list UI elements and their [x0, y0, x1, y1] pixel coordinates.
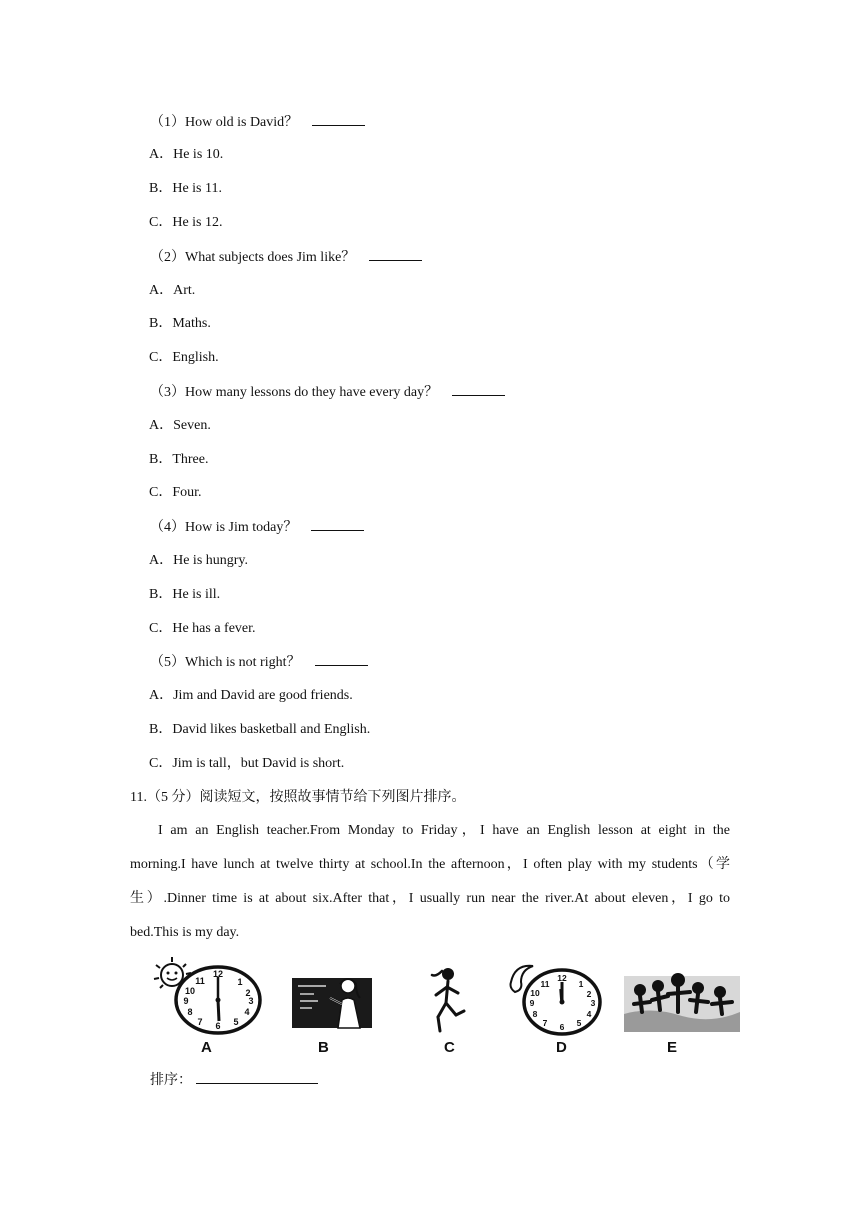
- svg-text:9: 9: [183, 996, 189, 1006]
- option-3a: A．Seven.: [149, 418, 211, 433]
- picture-label-a: A: [201, 1039, 212, 1056]
- option-1b: B．He is 11.: [149, 181, 222, 196]
- question-stem: （4）How is Jim today？: [150, 520, 298, 535]
- option-4b: B．He is ill.: [149, 587, 221, 602]
- option-5c: C．Jim is tall，but David is short.: [149, 756, 345, 771]
- option-5b: B．David likes basketball and English.: [149, 722, 371, 737]
- students-group-icon: [624, 973, 740, 1032]
- answer-blank[interactable]: [315, 653, 368, 666]
- svg-text:10: 10: [184, 986, 196, 996]
- picture-label-c: C: [444, 1039, 455, 1056]
- question-3: [150, 383, 505, 402]
- svg-text:5: 5: [576, 1018, 582, 1028]
- order-answer: [150, 1071, 318, 1090]
- svg-text:6: 6: [559, 1022, 565, 1032]
- svg-text:1: 1: [578, 979, 584, 989]
- svg-text:12: 12: [557, 973, 567, 983]
- section-11-header: 11.（5 分）阅读短文，按照故事情节给下列图片排序。: [130, 790, 466, 805]
- svg-text:2: 2: [586, 989, 592, 999]
- svg-text:3: 3: [590, 998, 596, 1008]
- answer-blank[interactable]: [452, 383, 505, 396]
- runner-icon: [432, 968, 464, 1031]
- svg-text:7: 7: [542, 1018, 548, 1028]
- picture-d-moon-clock: [505, 962, 605, 1038]
- svg-text:12: 12: [212, 969, 224, 979]
- order-label: 排序：: [150, 1073, 192, 1088]
- svg-text:11: 11: [195, 976, 205, 986]
- blackboard-icon: [292, 978, 372, 1028]
- option-4c: C．He has a fever.: [149, 621, 256, 636]
- svg-text:2: 2: [245, 988, 251, 998]
- passage-line-1: I am an English teacher.From Monday to Friday，I have an English lesson at eight in the: [158, 823, 730, 838]
- clock-six-icon: [176, 967, 260, 1033]
- option-3c: C．Four.: [149, 485, 202, 500]
- option-3b: B．Three.: [149, 452, 209, 467]
- picture-a-sun-clock: [148, 955, 264, 1037]
- question-stem: （2）What subjects does Jim like？: [150, 250, 356, 265]
- svg-text:3: 3: [248, 996, 254, 1006]
- picture-c-running: [426, 965, 472, 1037]
- svg-text:10: 10: [530, 988, 540, 998]
- picture-b-teacher-blackboard: [290, 972, 374, 1032]
- answer-blank[interactable]: [311, 518, 364, 531]
- svg-text:1: 1: [237, 977, 243, 987]
- svg-text:11: 11: [540, 979, 550, 989]
- option-5a: A．Jim and David are good friends.: [149, 688, 353, 703]
- option-1a: A．He is 10.: [149, 147, 224, 162]
- svg-text:6: 6: [215, 1021, 221, 1031]
- option-2a: A．Art.: [149, 283, 196, 298]
- question-1: [150, 113, 365, 132]
- question-2: [150, 248, 422, 267]
- svg-text:8: 8: [532, 1009, 538, 1019]
- clock-twelve-icon: [524, 970, 600, 1034]
- question-stem: （1）How old is David？: [150, 115, 299, 130]
- picture-label-d: D: [556, 1039, 567, 1056]
- option-1c: C．He is 12.: [149, 215, 223, 230]
- option-4a: A．He is hungry.: [149, 553, 249, 568]
- answer-blank[interactable]: [312, 113, 365, 126]
- picture-e-playing-students: [622, 966, 742, 1036]
- option-2c: C．English.: [149, 350, 219, 365]
- picture-label-e: E: [667, 1039, 678, 1056]
- passage-line-3: 生）.Dinner time is at about six.After that，I usually run near the river.At about eleven，I go to: [130, 891, 730, 906]
- svg-text:9: 9: [529, 998, 535, 1008]
- svg-text:8: 8: [187, 1007, 193, 1017]
- passage-line-2: morning.I have lunch at twelve thirty at school.In the afternoon，I often play with my students（学: [130, 857, 730, 872]
- svg-text:5: 5: [233, 1017, 239, 1027]
- question-stem: （3）How many lessons do they have every day？: [150, 385, 439, 400]
- svg-text:7: 7: [197, 1017, 203, 1027]
- order-blank[interactable]: [196, 1071, 318, 1084]
- option-2b: B．Maths.: [149, 316, 211, 331]
- passage-line-4: bed.This is my day.: [130, 925, 240, 940]
- question-5: [150, 653, 368, 672]
- question-stem: （5）Which is not right？: [150, 655, 301, 670]
- answer-blank[interactable]: [369, 248, 422, 261]
- picture-label-b: B: [318, 1039, 329, 1056]
- svg-text:4: 4: [586, 1009, 592, 1019]
- question-4: [150, 518, 364, 537]
- svg-text:4: 4: [244, 1007, 250, 1017]
